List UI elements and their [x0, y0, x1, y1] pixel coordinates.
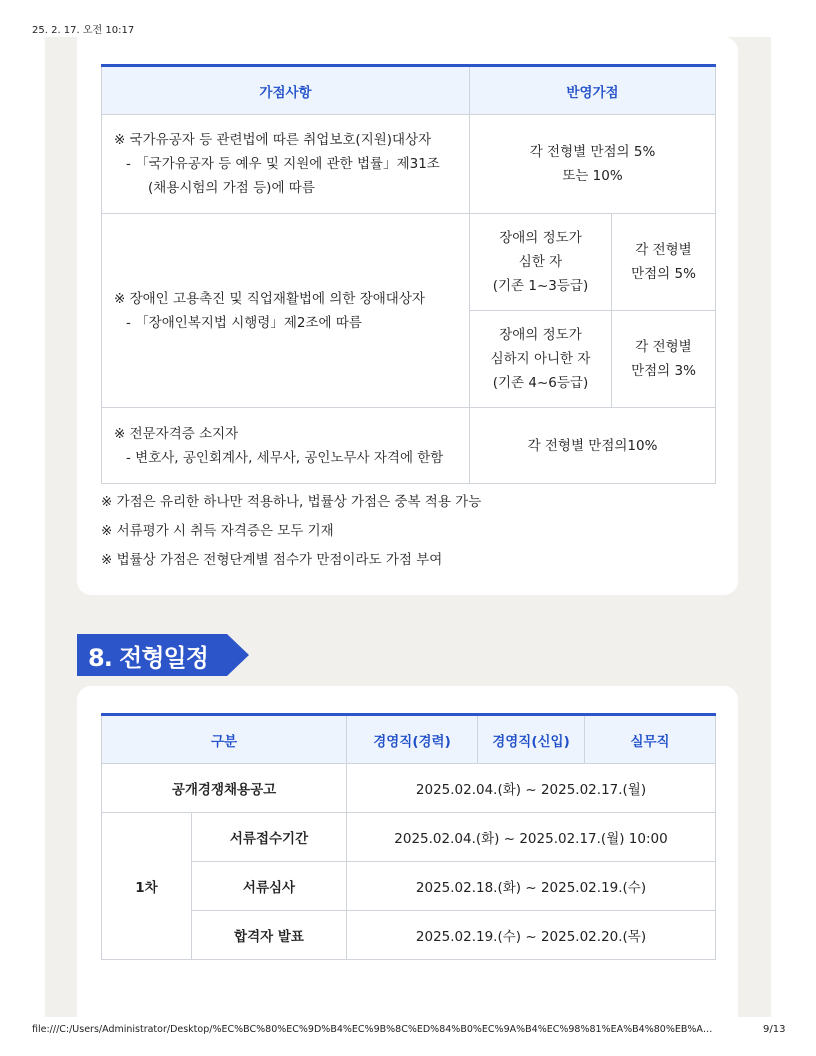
table-header-row — [102, 66, 716, 115]
license-points: 각 전형별 만점의10% — [470, 408, 716, 484]
stage-row-label: 서류심사 — [192, 862, 347, 911]
mild-points-2: 만점의 3% — [631, 363, 696, 379]
schedule-table — [101, 713, 716, 960]
license-criteria — [102, 408, 470, 484]
header-practical: 실무직 — [585, 715, 716, 764]
stage-row-period: 2025.02.18.(화) ~ 2025.02.19.(수) — [347, 862, 716, 911]
stage1-label: 1차 — [102, 813, 192, 960]
header-management-new: 경영직(신입) — [478, 715, 585, 764]
severe-points-1: 각 전형별 — [635, 242, 692, 258]
print-footer-url: file:///C:/Users/Administrator/Desktop/%EC%BC%80%EC%9D%B4%EC%9B%8C%ED%84%B0%EC%9A%B4%EC%98%81%EA%B4%80%EB%A… — [32, 1024, 713, 1035]
veteran-points-1: 각 전형별 만점의 5% — [529, 144, 656, 160]
notes-list — [101, 488, 481, 575]
stage-row-label: 서류접수기간 — [192, 813, 347, 862]
table-row-disabled-severe — [102, 214, 716, 311]
table-header-row — [102, 715, 716, 764]
license-main: ※ 전문자격증 소지자 — [114, 425, 239, 442]
announcement-period: 2025.02.04.(화) ~ 2025.02.17.(월) — [347, 764, 716, 813]
stage-row-period: 2025.02.04.(화) ~ 2025.02.17.(월) 10:00 — [347, 813, 716, 862]
print-datetime: 25. 2. 17. 오전 10:17 — [32, 25, 135, 36]
veteran-sub-1: - 「국가유공자 등 예우 및 지원에 관한 법률」제31조 — [126, 156, 440, 172]
section-heading — [77, 634, 249, 676]
header-management-career: 경영직(경력) — [347, 715, 478, 764]
table-row — [102, 764, 716, 813]
header-category: 구분 — [102, 715, 347, 764]
veteran-sub-2: (채용시험의 가점 등)에 따름 — [148, 180, 315, 196]
license-sub: - 변호사, 공인회계사, 세무사, 공인노무사 자격에 한함 — [126, 449, 444, 466]
mild-line-3: (기존 4~6등급) — [492, 375, 589, 391]
note-item: ※ 가점은 유리한 하나만 적용하나, 법률상 가점은 중복 적용 가능 — [101, 494, 482, 510]
mild-points-1: 각 전형별 — [635, 339, 692, 355]
disabled-sub: - 「장애인복지법 시행령」제2조에 따름 — [126, 314, 362, 331]
severe-line-2: 심한 자 — [518, 254, 563, 270]
stage-row-label: 합격자 발표 — [192, 911, 347, 960]
veteran-main: ※ 국가유공자 등 관련법에 따른 취업보호(지원)대상자 — [114, 132, 432, 148]
table-row — [102, 813, 716, 862]
table-row — [102, 862, 716, 911]
header-bonus-points: 반영가점 — [470, 66, 716, 115]
disabled-criteria — [102, 214, 470, 408]
table-row-license — [102, 408, 716, 484]
section-title-text: 8. 전형일정 — [88, 644, 208, 672]
veteran-criteria — [102, 115, 470, 214]
bonus-points-table — [101, 64, 716, 484]
note-item: ※ 서류평가 시 취득 자격증은 모두 기재 — [101, 523, 334, 539]
mild-line-1: 장애의 정도가 — [499, 327, 582, 343]
mild-line-2: 심하지 아니한 자 — [490, 351, 591, 367]
table-row-veteran — [102, 115, 716, 214]
stage-row-period: 2025.02.19.(수) ~ 2025.02.20.(목) — [347, 911, 716, 960]
severe-points-2: 만점의 5% — [631, 266, 696, 282]
disabled-main: ※ 장애인 고용촉진 및 직업재활법에 의한 장애대상자 — [114, 290, 425, 307]
severe-line-1: 장애의 정도가 — [499, 230, 582, 246]
severe-points — [612, 214, 716, 311]
veteran-points — [470, 115, 716, 214]
severe-line-3: (기존 1~3등급) — [492, 278, 589, 294]
announcement-label: 공개경쟁채용공고 — [102, 764, 347, 813]
severe-criteria — [470, 214, 612, 311]
mild-criteria — [470, 311, 612, 408]
header-bonus-item: 가점사항 — [102, 66, 470, 115]
mild-points — [612, 311, 716, 408]
table-row — [102, 911, 716, 960]
veteran-points-2: 또는 10% — [562, 168, 623, 184]
note-item: ※ 법률상 가점은 전형단계별 점수가 만점이라도 가점 부여 — [101, 552, 443, 568]
print-page-number: 9/13 — [763, 1024, 786, 1035]
